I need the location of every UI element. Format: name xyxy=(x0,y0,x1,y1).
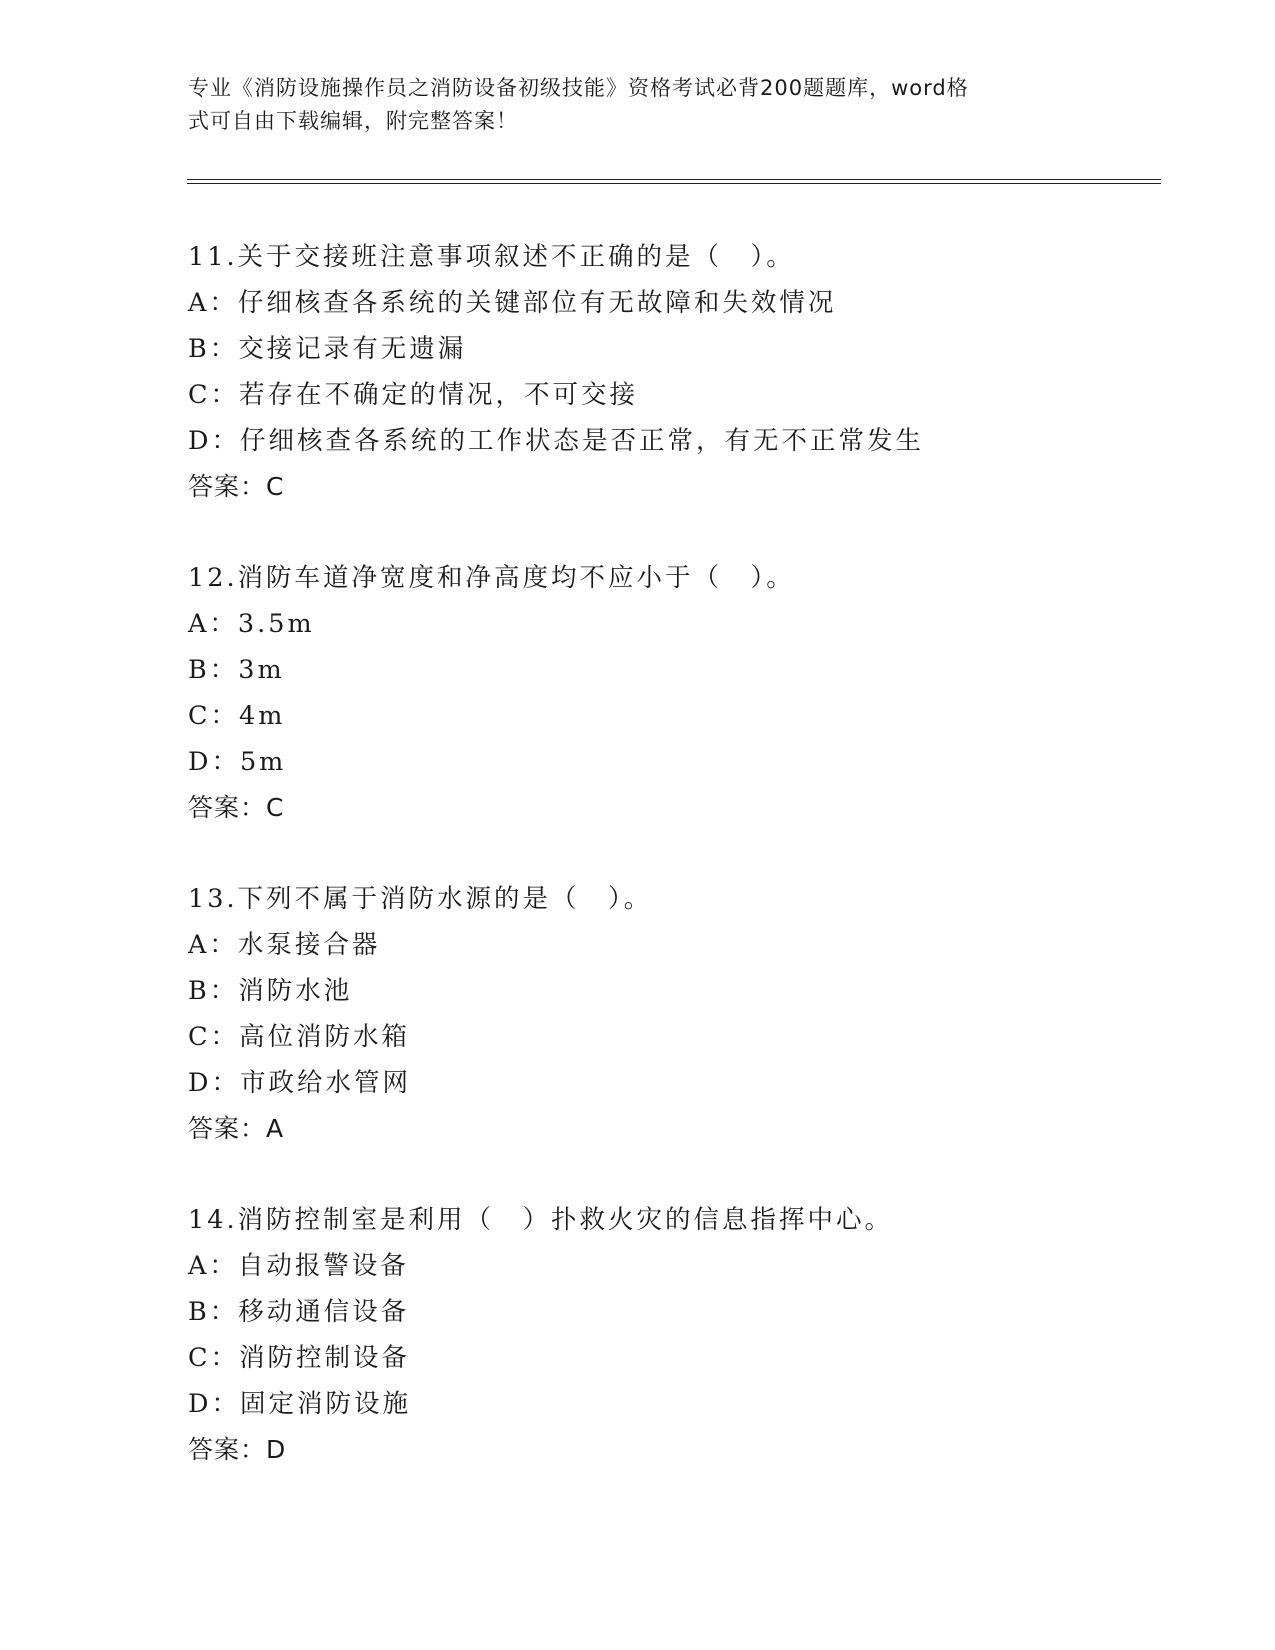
header-divider-top xyxy=(187,179,1161,180)
option-c: C：消防控制设备 xyxy=(188,1343,411,1373)
question-stem: 12.消防车道净宽度和净高度均不应小于（ ）。 xyxy=(188,563,795,593)
option-b: B：交接记录有无遗漏 xyxy=(188,334,467,364)
answer: 答案：C xyxy=(188,793,285,822)
option-a: A：仔细核查各系统的关键部位有无故障和失效情况 xyxy=(188,288,837,318)
question-11 xyxy=(188,234,1188,510)
option-c: C：高位消防水箱 xyxy=(188,1022,411,1052)
question-13 xyxy=(188,876,1188,1152)
option-d: D：市政给水管网 xyxy=(188,1068,411,1098)
option-c: C：4m xyxy=(188,701,286,731)
option-a: A：3.5m xyxy=(188,609,315,639)
answer: 答案：D xyxy=(188,1435,287,1464)
header-line-1: 专业《消防设施操作员之消防设备初级技能》资格考试必背200题题库，word格 xyxy=(188,76,969,100)
option-a: A：自动报警设备 xyxy=(188,1251,409,1281)
option-d: D：5m xyxy=(188,747,287,777)
question-stem: 13.下列不属于消防水源的是（ ）。 xyxy=(188,884,653,914)
option-d: D：仔细核查各系统的工作状态是否正常，有无不正常发生 xyxy=(188,426,924,456)
answer: 答案：C xyxy=(188,472,285,501)
header-divider-bottom xyxy=(187,183,1161,184)
question-14 xyxy=(188,1197,1188,1473)
option-c: C：若存在不确定的情况，不可交接 xyxy=(188,380,639,410)
answer: 答案：A xyxy=(188,1114,285,1143)
document-header xyxy=(188,72,1068,138)
question-12 xyxy=(188,555,1188,831)
option-d: D：固定消防设施 xyxy=(188,1389,411,1419)
option-b: B：3m xyxy=(188,655,285,685)
option-b: B：消防水池 xyxy=(188,976,353,1006)
question-stem: 11.关于交接班注意事项叙述不正确的是（ ）。 xyxy=(188,242,795,272)
option-a: A：水泵接合器 xyxy=(188,930,381,960)
header-line-2: 式可自由下载编辑，附完整答案！ xyxy=(188,109,518,133)
question-stem: 14.消防控制室是利用（ ）扑救火灾的信息指挥中心。 xyxy=(188,1205,894,1235)
option-b: B：移动通信设备 xyxy=(188,1297,410,1327)
